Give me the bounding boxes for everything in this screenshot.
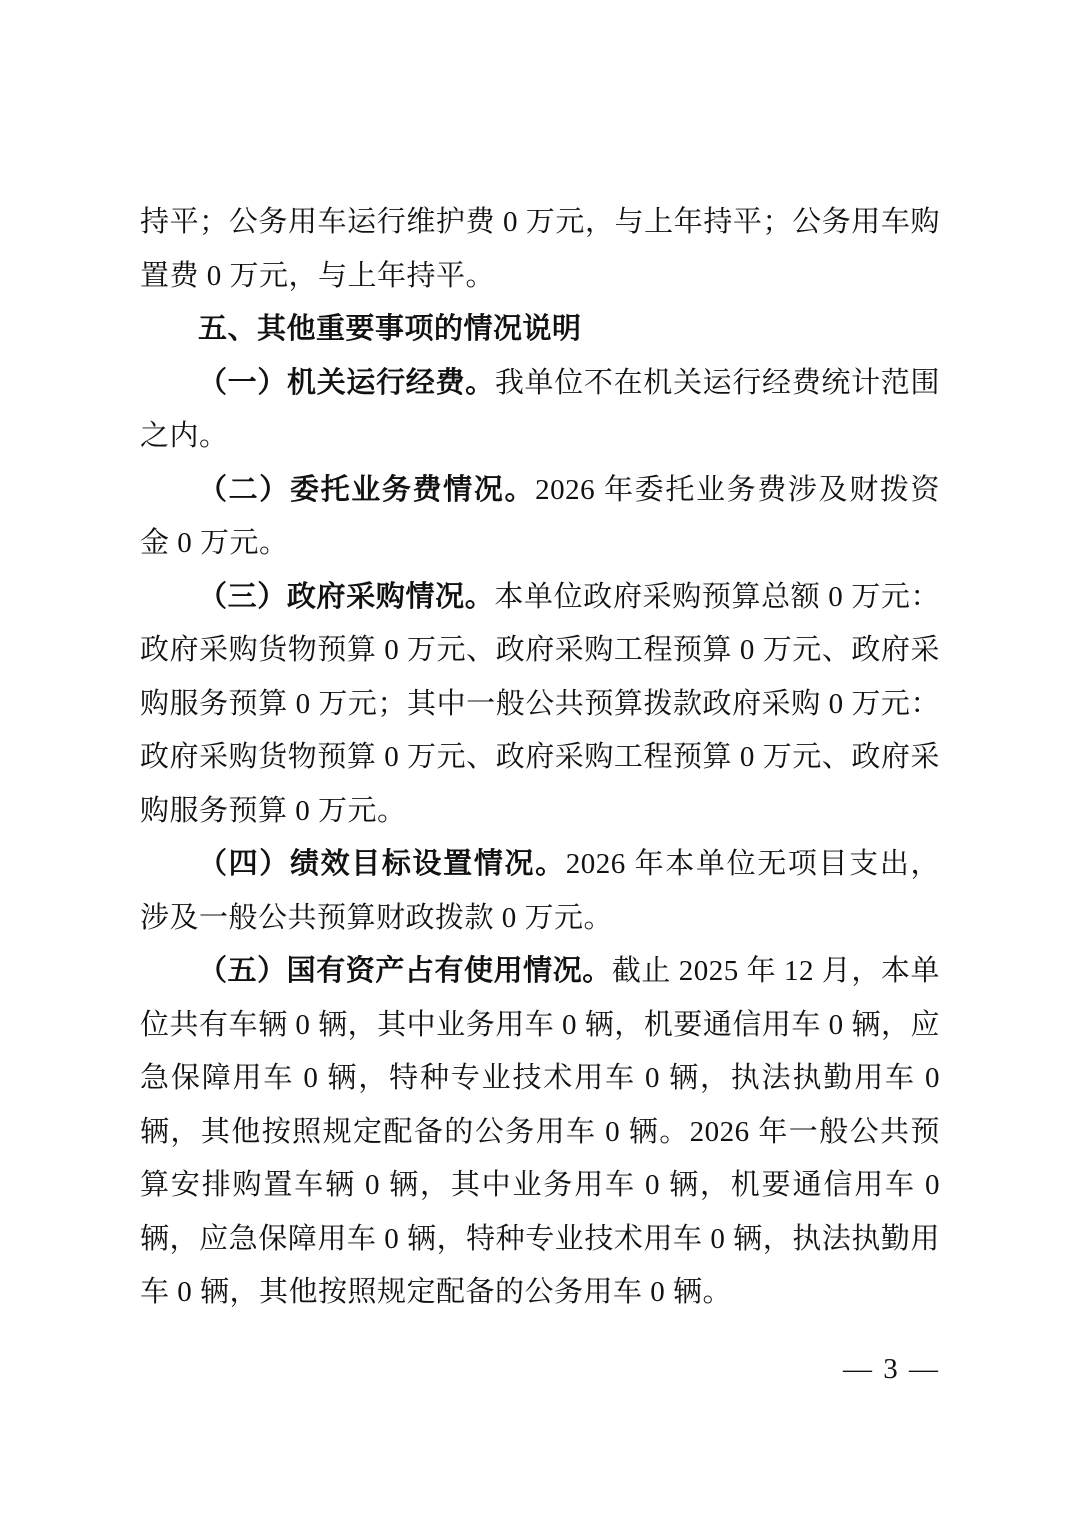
section-5-body: 截止 2025 年 12 月，本单位共有车辆 0 辆，其中业务用车 0 辆，机要通信用车 0 辆，应急保障用车 0 辆，特种专业技术用车 0 辆，执法执勤用车 0 辆，其他按照规定配备的公务用车 0 辆。2026 年一般公共预算安排购置车辆 0 辆，其中业务用车 0 辆，机要通信用车 0 辆，应急保障用车 0 辆，特种专业技术用车 0 辆，执法执勤用车 0 辆，其他按照规定配备的公务用车 0 辆。 (140, 955, 940, 1308)
section-3-body: 本单位政府采购预算总额 0 万元：政府采购货物预算 0 万元、政府采购工程预算 0 万元、政府采购服务预算 0 万元；其中一般公共预算拨款政府采购 0 万元：政府采购货物预算 0 万元、政府采购工程预算 0 万元、政府采购服务预算 0 万元。 (140, 580, 940, 827)
section-4-body: 2026 年本单位无项目支出，涉及一般公共预算财政拨款 0 万元。 (140, 848, 940, 934)
section-2-lead: （二）委托业务费情况。 (198, 473, 536, 506)
section-2-body: 2026 年委托业务费涉及财拨资金 0 万元。 (140, 473, 940, 559)
section-5-lead: （五）国有资产占有使用情况。 (198, 955, 612, 987)
page-number: — 3 — (843, 1353, 940, 1385)
section-3-lead: （三）政府采购情况。 (198, 580, 495, 613)
section-1-body: 我单位不在机关运行经费统计范围之内。 (140, 366, 940, 452)
document-text-block (140, 196, 940, 1320)
section-paragraph-4 (140, 838, 940, 945)
section-paragraph-3 (140, 571, 940, 839)
intro-paragraph: 持平；公务用车运行维护费 0 万元，与上年持平；公务用车购置费 0 万元，与上年持平。 (140, 206, 940, 292)
section-paragraph-2 (140, 464, 940, 571)
section-paragraph-5 (140, 945, 940, 1320)
section-4-lead: （四）绩效目标设置情况。 (198, 848, 566, 880)
section-heading: 五、其他重要事项的情况说明 (198, 313, 582, 345)
section-1-lead: （一）机关运行经费。 (198, 366, 495, 399)
section-paragraph-1 (140, 357, 940, 464)
